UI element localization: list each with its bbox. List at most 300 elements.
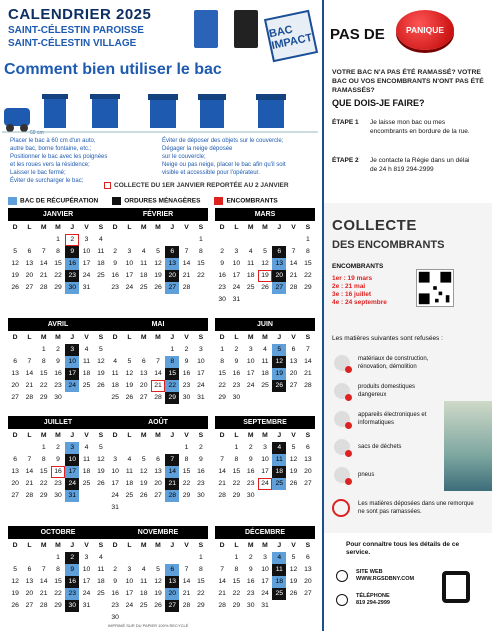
day: 4 (113, 358, 118, 365)
day: 4 (141, 248, 146, 255)
weekday: D (12, 334, 18, 341)
day: 13 (289, 358, 298, 365)
weekday: M (140, 432, 147, 439)
weekday: J (277, 224, 282, 231)
refused-item: produits domestiques dangereux (334, 383, 444, 399)
day: 2 (184, 346, 189, 353)
day: 16 (111, 590, 119, 597)
day: 26 (97, 480, 105, 487)
regie-logo (442, 571, 470, 603)
day: 12 (97, 456, 105, 463)
day: 13 (165, 576, 179, 588)
day: 28 (154, 394, 162, 401)
day: 1 (198, 236, 203, 243)
weekday: V (84, 334, 89, 341)
impact-logo: BAC IMPACT (264, 10, 318, 63)
day: 11 (261, 358, 269, 365)
day: 8 (220, 358, 225, 365)
day: 28 (304, 382, 312, 389)
month-grid (108, 332, 208, 404)
day: 10 (261, 566, 269, 573)
month-0 (8, 208, 108, 294)
day: 29 (304, 284, 312, 291)
day: 2 (56, 444, 60, 451)
month-grid (8, 540, 108, 612)
day: 26 (139, 492, 148, 499)
day: 24 (125, 284, 134, 291)
month-10 (108, 526, 208, 624)
weekday: M (40, 224, 47, 231)
day: 22 (165, 380, 179, 392)
pas-de-title: PAS DE (330, 26, 385, 43)
day: 10 (82, 248, 91, 255)
day: 6 (291, 346, 296, 353)
weekday: S (198, 224, 204, 231)
month-5 (215, 318, 315, 404)
day: 16 (111, 272, 119, 279)
day: 23 (65, 588, 79, 600)
day: 19 (11, 590, 19, 597)
day: 14 (182, 578, 191, 585)
day: 9 (65, 246, 79, 258)
trailer-note: Les matières déposées dans une remorque ne sont pas ramassées. (332, 499, 482, 517)
weekday: J (70, 224, 75, 231)
day: 22 (39, 382, 48, 389)
weekday: V (291, 224, 296, 231)
day: 19 (125, 382, 134, 389)
weekday: L (127, 542, 132, 549)
day: 23 (246, 590, 255, 597)
day: 27 (304, 590, 312, 597)
weekday: M (140, 542, 147, 549)
day: 20 (11, 382, 19, 389)
day: 1 (220, 346, 225, 353)
day: 15 (197, 260, 205, 267)
day: 8 (56, 566, 60, 573)
day: 9 (248, 456, 253, 463)
day: 15 (165, 368, 179, 380)
day: 19 (154, 272, 162, 279)
weekday: D (12, 224, 18, 231)
howto-title: Comment bien utiliser le bac (4, 61, 222, 78)
day: 7 (184, 566, 189, 573)
day: 21 (304, 370, 312, 377)
day: 25 (125, 492, 134, 499)
weekday: V (184, 432, 189, 439)
day: 10 (82, 566, 91, 573)
day: 23 (246, 480, 255, 487)
legend-garbage: ORDURES MÉNAGÈRES (112, 197, 200, 205)
day: 1 (184, 444, 189, 451)
weekday: S (98, 334, 104, 341)
day: 26 (125, 394, 134, 401)
month-grid (8, 332, 108, 404)
day: 30 (232, 394, 241, 401)
day: 3 (127, 566, 132, 573)
day: 29 (165, 392, 179, 404)
day: 17 (232, 272, 241, 279)
day: 8 (165, 356, 179, 368)
day: 22 (54, 590, 62, 597)
day: 22 (182, 480, 191, 487)
day: 13 (25, 260, 34, 267)
legend (8, 196, 318, 206)
day: 23 (54, 382, 62, 389)
day: 20 (165, 588, 179, 600)
day: 29 (54, 602, 62, 609)
tip: Éviter de surcharger le bac; (10, 178, 84, 184)
day: 11 (272, 454, 286, 466)
day: 30 (246, 602, 255, 609)
day: 7 (305, 346, 310, 353)
day: 8 (305, 248, 310, 255)
weekday: V (291, 334, 296, 341)
day: 5 (141, 456, 146, 463)
weekday: L (27, 334, 32, 341)
day: 9 (220, 260, 225, 267)
day: 6 (13, 456, 18, 463)
day: 1 (234, 444, 239, 451)
tip: Laisser le bac fermé; (10, 170, 66, 176)
day: 25 (139, 284, 148, 291)
weekday: J (277, 432, 282, 439)
weekday: J (70, 432, 75, 439)
day: 15 (54, 578, 62, 585)
weekday: S (198, 542, 204, 549)
day: 19 (97, 468, 105, 475)
weekday: M (155, 224, 161, 231)
day: 1 (234, 554, 239, 561)
day: 30 (197, 492, 205, 499)
weekday: D (219, 542, 225, 549)
day: 31 (65, 490, 79, 502)
day: 21 (39, 590, 48, 597)
day: 12 (272, 356, 286, 368)
day: 21 (25, 382, 34, 389)
no-trailer-icon (332, 499, 350, 517)
day: 2 (113, 248, 118, 255)
day: 21 (182, 272, 191, 279)
day: 1 (305, 236, 310, 243)
day: 24 (65, 478, 79, 490)
phone-icon (336, 594, 348, 606)
day: 20 (289, 370, 298, 377)
municipality-2: SAINT-CÉLESTIN VILLAGE (8, 38, 137, 49)
month-3 (8, 318, 108, 404)
refused-item: sacs de déchets (334, 439, 444, 455)
weekday: M (247, 334, 254, 341)
day: 29 (197, 602, 205, 609)
day: 11 (140, 578, 148, 585)
day: 30 (182, 394, 191, 401)
weekday: L (234, 224, 239, 231)
refused-item: matériaux de construction, rénovation, démolition (334, 355, 444, 371)
day: 18 (82, 370, 91, 377)
day: 10 (232, 260, 241, 267)
day: 17 (246, 370, 255, 377)
day: 20 (25, 590, 34, 597)
month-grid (108, 540, 208, 624)
day: 6 (156, 456, 160, 463)
day: 23 (197, 480, 205, 487)
day: 23 (54, 480, 62, 487)
weekday: M (40, 542, 47, 549)
day: 23 (218, 284, 226, 291)
month-9 (8, 526, 108, 612)
day: 1 (170, 346, 175, 353)
day: 15 (218, 370, 226, 377)
day: 16 (197, 468, 205, 475)
encombrants-label: ENCOMBRANTS (332, 263, 384, 270)
day: 30 (65, 282, 79, 294)
day: 21 (289, 272, 298, 279)
tip: et les roues vers la résidence; (10, 162, 90, 168)
day: 25 (111, 394, 119, 401)
weekday: M (55, 542, 61, 549)
day: 14 (182, 260, 191, 267)
construction-icon (334, 355, 350, 371)
day: 4 (272, 552, 286, 564)
month-grid (108, 430, 208, 514)
day: 27 (11, 394, 19, 401)
month-1 (108, 208, 208, 294)
day: 13 (272, 258, 286, 270)
day: 29 (232, 492, 241, 499)
day: 11 (140, 260, 148, 267)
month-name: SEPTEMBRE (215, 416, 315, 429)
calendar-title: CALENDRIER 2025 (8, 6, 152, 23)
weekday: M (40, 334, 47, 341)
day: 28 (165, 490, 179, 502)
day: 21 (182, 590, 191, 597)
weekday: S (305, 334, 311, 341)
day: 10 (261, 456, 269, 463)
day: 31 (232, 296, 241, 303)
day: 2 (248, 554, 253, 561)
day: 22 (218, 382, 226, 389)
what-to-do: QUE DOIS-JE FAIRE? (332, 98, 425, 108)
day: 1 (41, 346, 46, 353)
month-grid (8, 430, 108, 502)
day: 30 (54, 394, 62, 401)
day: 13 (304, 566, 312, 573)
day: 3 (198, 346, 203, 353)
day: 19 (289, 468, 298, 475)
weekday: S (98, 542, 104, 549)
day: 3 (113, 456, 118, 463)
day: 13 (165, 258, 179, 270)
tip: Dégager la neige déposée (162, 146, 233, 152)
day: 1 (56, 554, 60, 561)
weekday: M (40, 432, 47, 439)
day: 7 (220, 456, 225, 463)
day: 28 (182, 602, 191, 609)
day: 26 (97, 382, 105, 389)
weekday: D (112, 224, 118, 231)
day: 6 (305, 444, 310, 451)
weekday: L (27, 542, 32, 549)
date-1: 1er : 19 mars (332, 275, 373, 282)
month-name: JUIN (215, 318, 315, 331)
day: 17 (65, 466, 79, 478)
weekday: L (127, 224, 132, 231)
month-grid (108, 222, 208, 294)
day: 9 (234, 358, 239, 365)
month-11 (215, 526, 315, 612)
day: 21 (165, 478, 179, 490)
day: 16 (246, 468, 255, 475)
month-7 (108, 416, 208, 514)
day: 8 (234, 566, 239, 573)
day: 28 (182, 284, 191, 291)
weekday: S (305, 224, 311, 231)
date-2: 2e : 21 mai (332, 283, 366, 290)
month-name: MAI (108, 318, 208, 331)
month-name: JUILLET (8, 416, 108, 429)
day: 14 (154, 370, 162, 377)
day: 29 (182, 492, 191, 499)
day: 26 (289, 480, 298, 487)
day: 15 (39, 370, 48, 377)
tip: autre bac, borne fontaine, etc.; (10, 146, 92, 152)
day: 2 (220, 248, 225, 255)
month-grid (215, 540, 315, 612)
day: 9 (248, 566, 253, 573)
day: 28 (25, 394, 34, 401)
weekday: S (305, 542, 311, 549)
day: 12 (261, 260, 269, 267)
month-2 (215, 208, 315, 306)
weekday: L (27, 224, 32, 231)
day: 18 (261, 370, 269, 377)
day: 17 (111, 480, 119, 487)
qr-code-icon[interactable] (416, 269, 454, 307)
day: 26 (154, 602, 162, 609)
weekday: M (247, 224, 254, 231)
day: 25 (261, 382, 269, 389)
day: 17 (197, 370, 205, 377)
refused-item: appareils électroniques et informatiques (334, 411, 444, 427)
day: 1 (56, 236, 60, 243)
day: 3 (263, 554, 267, 561)
month-name: FÉVRIER (108, 208, 208, 221)
tip: Neige ou pas neige, placer le bac afin qu'il soit (162, 162, 286, 168)
weekday: J (277, 334, 282, 341)
day: 11 (97, 248, 105, 255)
day: 24 (65, 380, 79, 392)
contact-intro: Pour connaître tous les détails de ce service. (346, 541, 460, 556)
day: 8 (184, 456, 189, 463)
day: 22 (232, 590, 241, 597)
panic-badge: PANIQUE (396, 10, 454, 50)
day: 24 (246, 382, 255, 389)
weekday: L (234, 432, 239, 439)
day: 16 (65, 258, 79, 270)
weekday: M (155, 542, 161, 549)
tip: visible et accessible pour l'opérateur. (162, 170, 260, 176)
day: 12 (289, 456, 298, 463)
day: 11 (247, 260, 255, 267)
day: 5 (291, 554, 296, 561)
day: 13 (304, 456, 312, 463)
day: 8 (198, 248, 203, 255)
day: 12 (154, 578, 162, 585)
day: 7 (41, 566, 46, 573)
weekday: V (184, 542, 189, 549)
day: 15 (232, 468, 241, 475)
day: 26 (11, 284, 19, 291)
day: 2 (234, 346, 239, 353)
day: 8 (41, 456, 46, 463)
website[interactable]: SITE WEB WWW.RGSDBNY.COM (336, 569, 414, 583)
day: 4 (263, 346, 267, 353)
weekday: J (170, 224, 175, 231)
weekday: M (155, 334, 161, 341)
day: 25 (82, 480, 91, 487)
day: 19 (258, 270, 272, 282)
day: 23 (111, 284, 119, 291)
weekday: M (55, 334, 61, 341)
day: 10 (65, 356, 79, 368)
day: 10 (246, 358, 255, 365)
weekday: D (112, 334, 118, 341)
day: 14 (39, 578, 48, 585)
day: 28 (25, 492, 34, 499)
day: 25 (272, 478, 286, 490)
day: 5 (291, 444, 296, 451)
month-8 (215, 416, 315, 502)
day: 24 (197, 382, 205, 389)
recycling-bin-icon (194, 10, 218, 48)
day: 22 (197, 272, 205, 279)
day: 2 (113, 566, 118, 573)
day: 27 (25, 284, 34, 291)
day: 17 (125, 590, 134, 597)
day: 12 (154, 260, 162, 267)
day: 4 (141, 566, 146, 573)
step-1: ÉTAPE 1 Je laisse mon bac ou mes encombrants en bordure de la rue. (332, 119, 470, 135)
day: 12 (139, 468, 148, 475)
day: 10 (125, 260, 134, 267)
weekday: M (140, 334, 147, 341)
month-name: MARS (215, 208, 315, 221)
day: 28 (289, 284, 298, 291)
day: 27 (25, 602, 34, 609)
month-grid (215, 430, 315, 502)
day: 7 (27, 358, 32, 365)
day: 27 (165, 282, 179, 294)
weekday: J (70, 334, 75, 341)
day: 7 (41, 248, 46, 255)
day: 8 (198, 566, 203, 573)
day: 8 (234, 456, 239, 463)
phone[interactable]: TÉLÉPHONE 819 294-2999 (336, 593, 390, 607)
day: 23 (182, 382, 191, 389)
day: 21 (218, 480, 226, 487)
day: 25 (82, 382, 91, 389)
day: 5 (13, 566, 18, 573)
day: 18 (97, 260, 105, 267)
day: 22 (39, 480, 48, 487)
day: 27 (272, 282, 286, 294)
day: 13 (11, 370, 19, 377)
day: 1 (198, 554, 203, 561)
day: 2 (198, 444, 203, 451)
day: 4 (98, 236, 103, 243)
tip: Éviter de déposer des objets sur le couvercle; (162, 138, 284, 144)
weekday: L (127, 334, 132, 341)
day: 13 (139, 370, 148, 377)
